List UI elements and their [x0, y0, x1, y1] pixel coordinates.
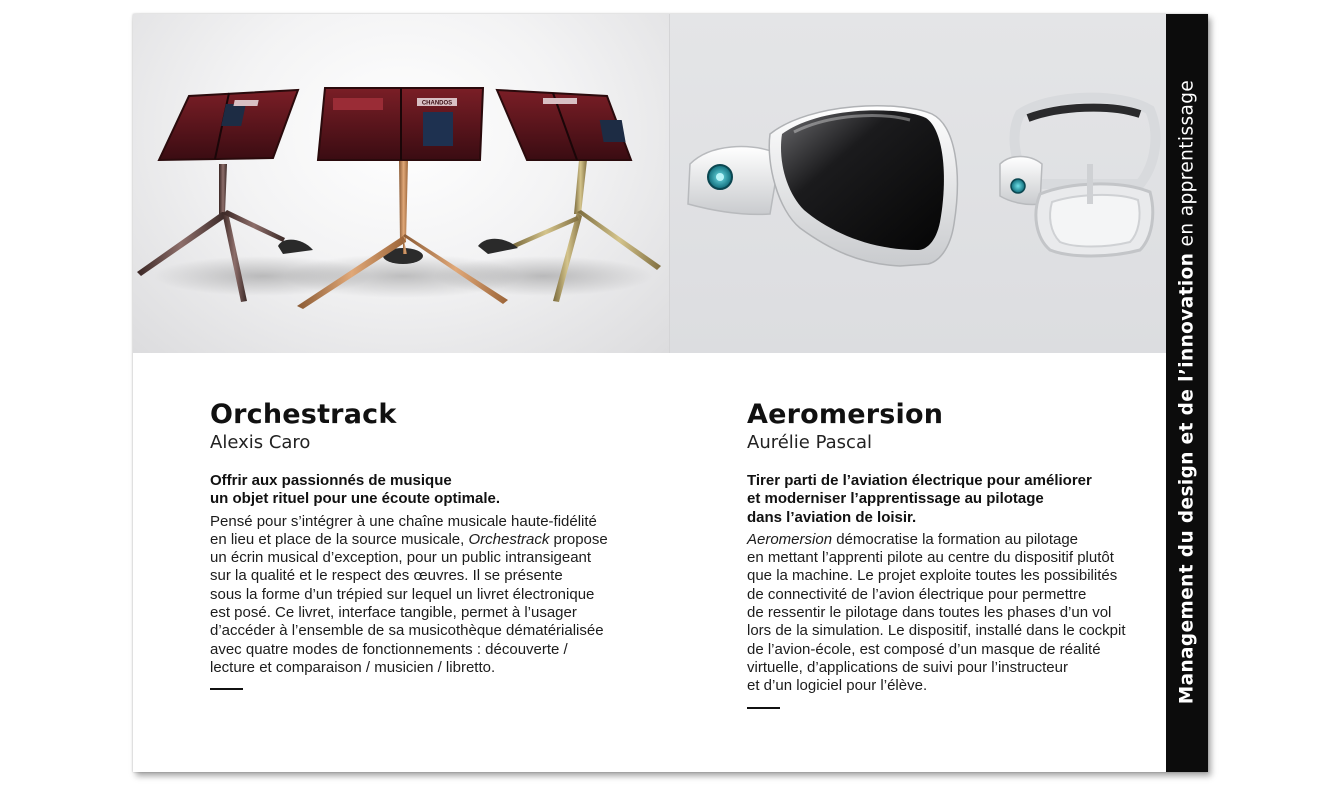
program-title-bold: Management du design et de l’innovation: [1176, 252, 1198, 705]
article-body: [210, 513, 640, 678]
body-line: de ressentir le pilotage dans toutes les phases d’un vol: [747, 604, 1112, 622]
article-author: Alexis Caro: [210, 432, 311, 453]
body-line: sous la forme d’un trépied sur lequel un livret électronique: [210, 585, 595, 603]
music-stands-illustration: [133, 14, 669, 353]
goggles-front: [688, 106, 957, 266]
vr-goggles-illustration: [670, 14, 1167, 353]
article-lead: [210, 472, 640, 509]
body-line: virtuelle, d’applications de suivi pour l’instructeur: [747, 658, 1068, 676]
body-line: et d’un logiciel pour l’élève.: [747, 677, 928, 695]
body-text: démocratise la formation au pilotage: [832, 530, 1079, 548]
project-name-italic: Orchestrack: [468, 530, 550, 548]
article-author: Aurélie Pascal: [747, 432, 872, 453]
body-line: un écrin musical d’exception, pour un public intransigeant: [210, 549, 592, 567]
article-orchestrack: [210, 399, 640, 690]
body-line: lors de la simulation. Le dispositif, installé dans le cockpit: [747, 622, 1126, 640]
body-line: lecture et comparaison / musicien / libretto.: [210, 658, 496, 676]
lead-line: un objet rituel pour une écoute optimale.: [210, 490, 501, 508]
body-line: [747, 531, 1157, 549]
goggles-back: [1000, 98, 1155, 256]
lead-line: Offrir aux passionnés de musique: [210, 472, 452, 489]
body-text: propose: [549, 530, 608, 548]
program-title-regular: en apprentissage: [1176, 79, 1198, 253]
lead-line: dans l’aviation de loisir.: [747, 508, 917, 526]
lead-line: Tirer parti de l’aviation électrique pour améliorer: [747, 472, 1092, 489]
end-rule: [210, 688, 243, 690]
article-title: Aeromersion: [747, 399, 944, 430]
aeromersion-photo: [670, 14, 1167, 353]
body-line: que la machine. Le projet exploite toutes les possibilités: [747, 567, 1118, 585]
program-title: [1177, 80, 1198, 704]
body-line: [210, 531, 640, 549]
article-title: Orchestrack: [210, 399, 397, 430]
body-line: Pensé pour s’intégrer à une chaîne musicale haute-fidélité: [210, 512, 597, 530]
lead-line: et moderniser l’apprentissage au pilotage: [747, 490, 1044, 508]
stand-screen-label: CHANDOS: [421, 100, 453, 107]
article-body: [747, 531, 1157, 696]
body-line: de l’avion-école, est composé d’un masque de réalité: [747, 640, 1101, 658]
body-line: est posé. Ce livret, interface tangible, permet à l’usager: [210, 604, 577, 622]
brochure-page: [133, 14, 1208, 772]
body-line: avec quatre modes de fonctionnements : découverte /: [210, 640, 568, 658]
orchestrack-photo: [133, 14, 669, 353]
body-line: sur la qualité et le respect des œuvres. Il se présente: [210, 567, 563, 585]
article-lead: [747, 472, 1157, 527]
body-text: en lieu et place de la source musicale,: [210, 530, 469, 548]
end-rule: [747, 707, 780, 709]
article-aeromersion: [747, 399, 1157, 709]
project-name-italic: Aeromersion: [747, 530, 833, 548]
body-line: de connectivité de l’avion électrique pour permettre: [747, 585, 1087, 603]
body-line: d’accéder à l’ensemble de sa musicothèque dématérialisée: [210, 622, 604, 640]
body-line: en mettant l’apprenti pilote au centre du dispositif plutôt: [747, 549, 1114, 567]
